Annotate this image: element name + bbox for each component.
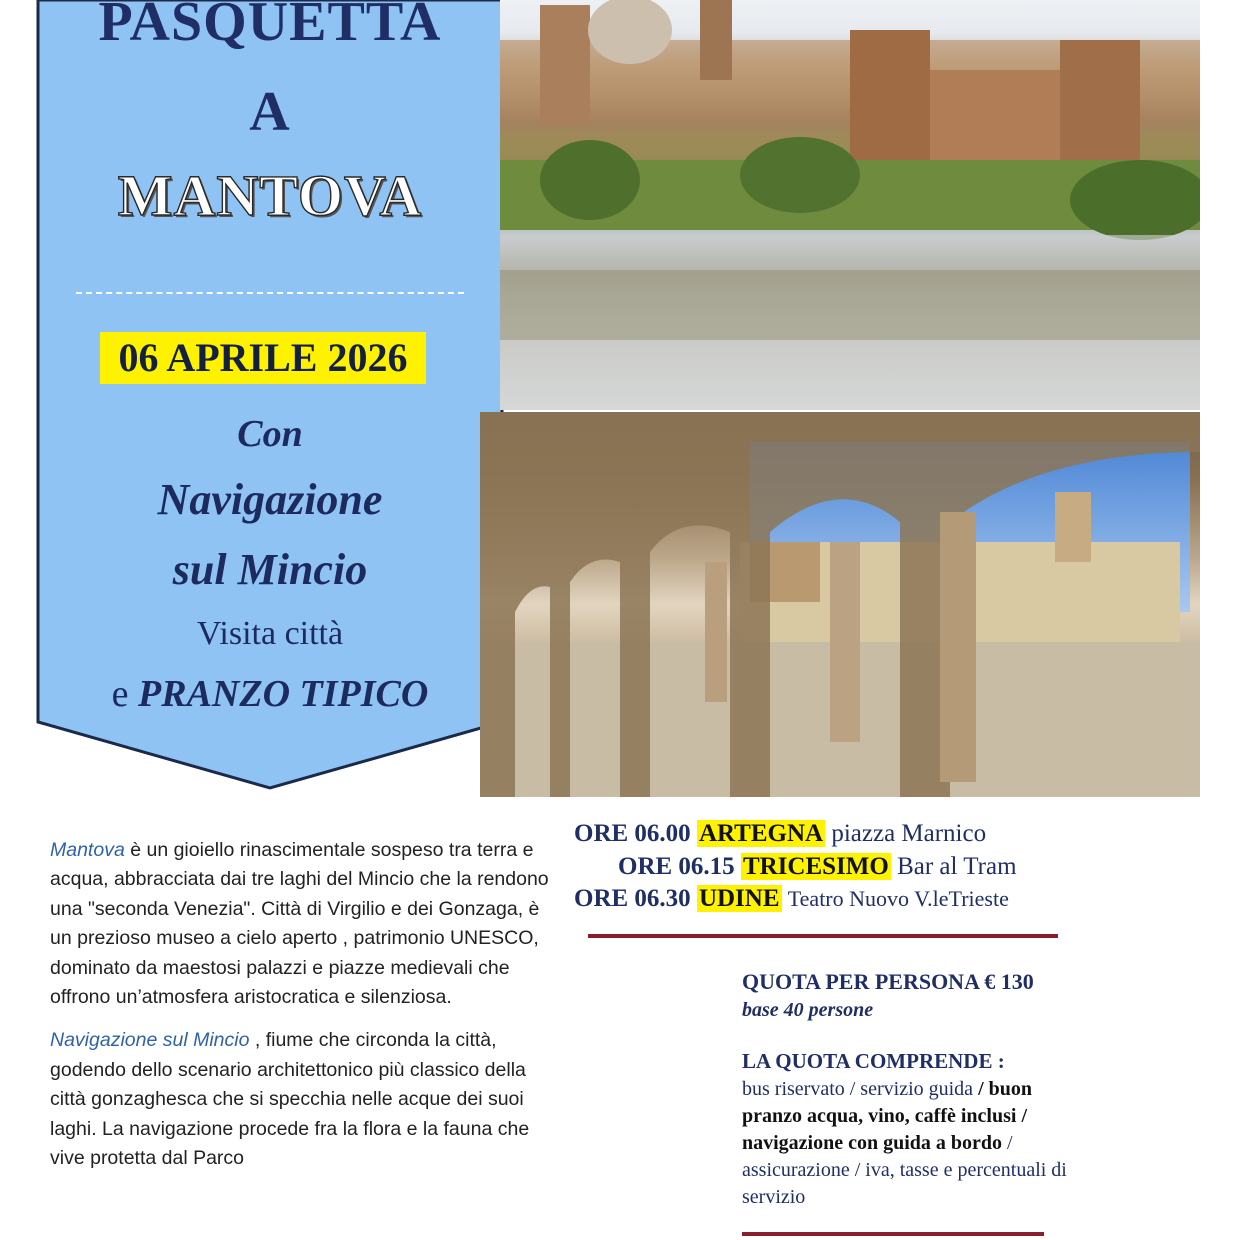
title-mantova: MANTOVA	[117, 163, 423, 228]
description-text	[50, 836, 550, 1187]
departure-place: ARTEGNA	[698, 820, 824, 847]
include-item: bus riservato / servizio guida	[742, 1078, 974, 1100]
navigation-paragraph	[50, 1026, 550, 1173]
piazza-portico-photo	[480, 412, 1200, 797]
departure-time: ORE 06.30	[574, 885, 691, 912]
price-per-person: QUOTA PER PERSONA € 130	[742, 969, 1034, 994]
dashed-divider	[76, 292, 464, 294]
title-a: A	[249, 81, 291, 143]
title-pasquetta: PASQUETTA	[98, 0, 442, 53]
departure-time: ORE 06.15	[618, 853, 735, 880]
navigation-line2: sul Mincio	[172, 545, 368, 594]
title-banner	[36, 0, 504, 790]
departure-place: UDINE	[698, 885, 780, 912]
lunch-label: PRANZO TIPICO	[138, 673, 429, 715]
mantova-lake-view-photo	[500, 0, 1200, 410]
departure-spot: Teatro Nuovo V.leTrieste	[787, 886, 1009, 911]
city-visit: Visita città	[196, 615, 344, 652]
navigation-line1: Navigazione	[157, 475, 383, 524]
divider-rule-bottom	[742, 1232, 1044, 1236]
lunch-prefix: e	[111, 673, 129, 715]
schedule-stop-artegna	[574, 820, 986, 848]
intro-paragraph	[50, 836, 550, 1012]
navigation-highlight: Navigazione sul Mincio	[50, 1029, 250, 1052]
departure-place: TRICESIMO	[742, 853, 889, 880]
navigation-text: , fiume che circonda la città, godendo dello scenario architettonico più classico della città gonzaghesca che si specchia nelle acque dei suoi laghi. La navigazione procede fra la flora e la fauna che vive protetta dal Parco	[50, 1029, 530, 1170]
schedule-stop-tricesimo	[618, 853, 1017, 881]
includes-title: LA QUOTA COMPRENDE :	[742, 1049, 1005, 1073]
include-item-bold: buon pranzo acqua, vino, caffè inclusi / navigazione con guida a bordo	[742, 1078, 1032, 1154]
departure-spot: Bar al Tram	[897, 853, 1017, 880]
include-separator: /	[973, 1078, 989, 1100]
includes-list	[742, 1076, 1072, 1211]
departure-time: ORE 06.00	[574, 820, 691, 847]
piazza-illustration	[480, 412, 1200, 797]
include-separator: /	[1002, 1132, 1013, 1154]
typical-lunch	[36, 672, 504, 716]
departure-spot: piazza Marnico	[831, 820, 987, 847]
mantova-skyline-illustration	[500, 0, 1200, 410]
event-date: 06 APRILE 2026	[100, 332, 426, 384]
intro-text: è un gioiello rinascimentale sospeso tra terra e acqua, abbracciata dai tre laghi del Mincio che la rendono una "seconda Venezia". Città di Virgilio e dei Gonzaga, è un prezioso museo a cielo aperto , patrimonio UNESCO, dominato da maestosi palazzi e piazze medievali che offrono un’atmosfera aristocratica e silenziosa.	[50, 839, 549, 1009]
with-label: Con	[237, 413, 303, 455]
price-basis: base 40 persone	[742, 999, 874, 1021]
divider-rule	[588, 934, 1058, 938]
city-name: Mantova	[50, 839, 125, 861]
include-item: assicurazione / iva, tasse e percentuali di servizio	[742, 1159, 1067, 1208]
schedule-stop-udine	[574, 885, 1009, 913]
